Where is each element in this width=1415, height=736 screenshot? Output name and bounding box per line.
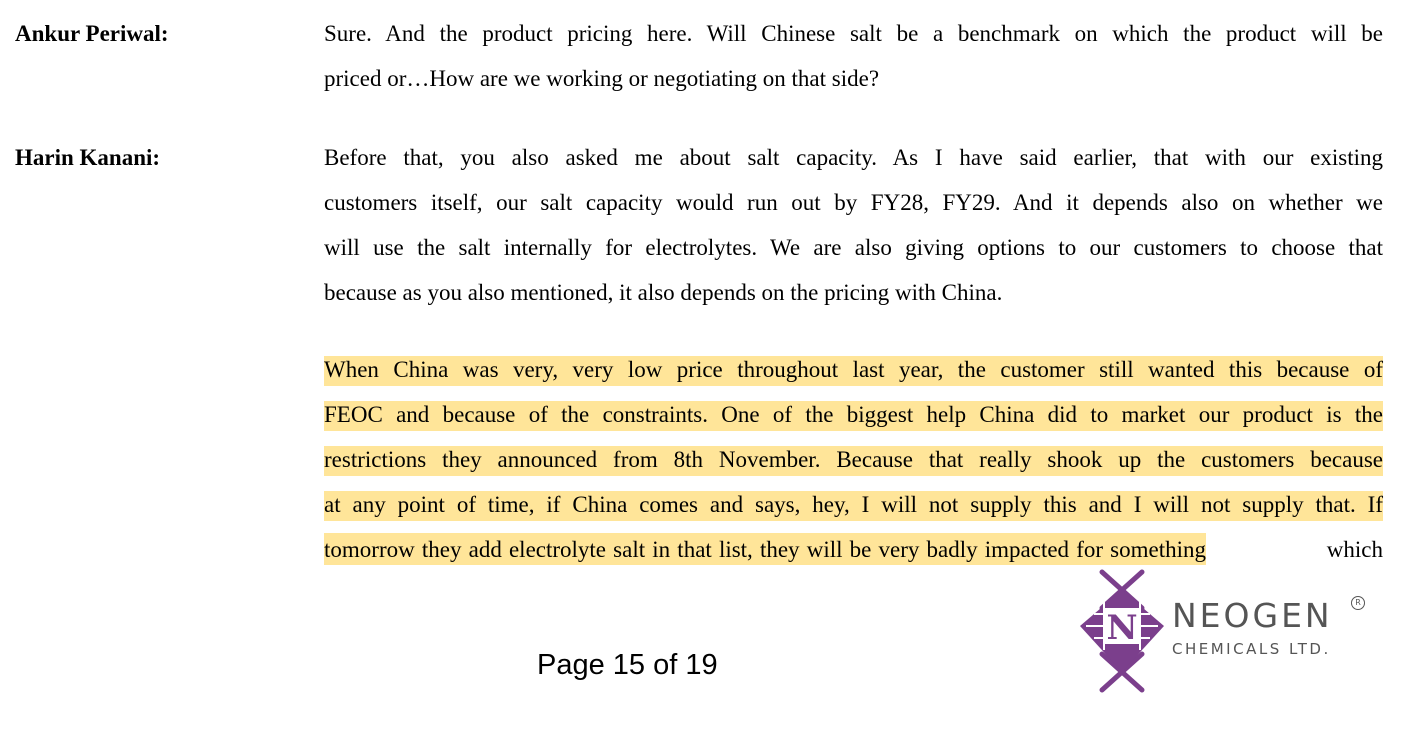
unhighlighted-text: which xyxy=(1326,537,1383,562)
text-line: will use the salt internally for electrolytes. We are also giving options to our customers to choose that xyxy=(324,235,1383,260)
company-logo xyxy=(1074,568,1374,694)
highlighted-paragraph xyxy=(324,347,1383,572)
speaker-name: Ankur Periwal: xyxy=(15,21,169,46)
text-line: Sure. And the product pricing here. Will Chinese salt be a benchmark on which the product will be xyxy=(324,21,1383,46)
text-line: Before that, you also asked me about salt capacity. As I have said earlier, that with our existing xyxy=(324,145,1383,170)
text-line: because as you also mentioned, it also depends on the pricing with China. xyxy=(324,280,1003,305)
speaker-paragraph xyxy=(324,11,1383,101)
logo-subtitle: CHEMICALS LTD. xyxy=(1172,640,1331,658)
highlighted-line: at any point of time, if China comes and says, hey, I will not supply this and I will not supply that. If xyxy=(324,482,1383,527)
logo-wordmark: NEOGEN xyxy=(1172,596,1333,635)
text-line: priced or…How are we working or negotiating on that side? xyxy=(324,66,880,91)
highlighted-line: FEOC and because of the constraints. One of the biggest help China did to market our product is the xyxy=(324,392,1383,437)
speaker-paragraph xyxy=(324,135,1383,315)
highlighted-line: When China was very, very low price throughout last year, the customer still wanted this because of xyxy=(324,347,1383,392)
speaker-name: Harin Kanani: xyxy=(15,145,161,170)
page-number: Page 15 of 19 xyxy=(537,649,718,681)
text-line: customers itself, our salt capacity would run out by FY28, FY29. And it depends also on whether we xyxy=(324,190,1383,215)
registered-mark: R xyxy=(1351,596,1365,610)
highlighted-text: tomorrow they add electrolyte salt in that list, they will be very badly impacted for something xyxy=(324,533,1206,565)
partially-highlighted-line xyxy=(324,527,1383,572)
highlighted-line: restrictions they announced from 8th November. Because that really shook up the customers because xyxy=(324,437,1383,482)
neogen-logo-mark-icon xyxy=(1074,568,1170,694)
svg-text:N: N xyxy=(1106,608,1138,648)
